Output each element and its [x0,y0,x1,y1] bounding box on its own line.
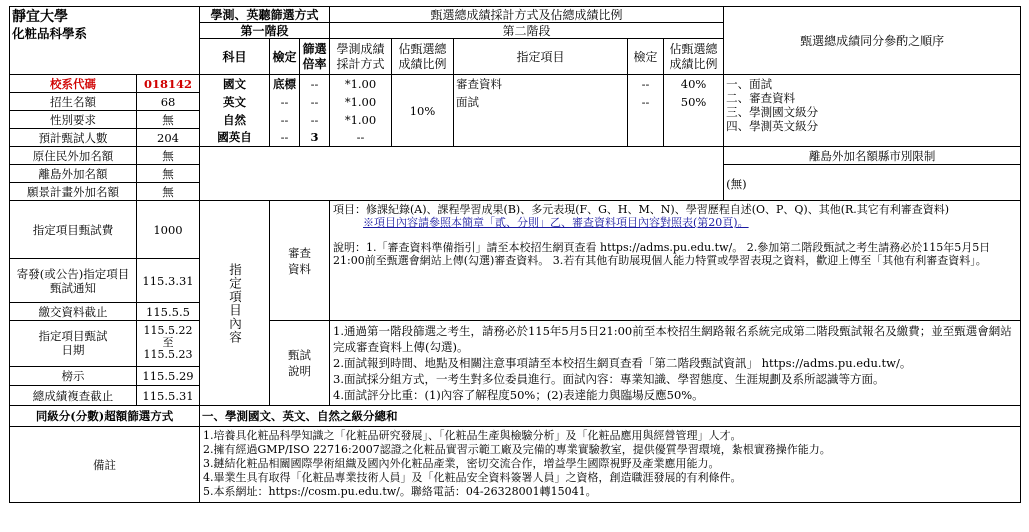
review-note-link[interactable]: ※項目內容請參照本簡章「貳、分則」乙、審查資料項目內容對照表(第20頁)。 [363,216,749,229]
subject-calc: *1.00 [330,75,392,93]
list-value: 115.5.29 [137,366,200,386]
notice-label: 寄發(或公告)指定項目甄試通知 [10,259,137,303]
info-label: 性別要求 [10,111,137,129]
remark-line: 3.鏈結化粧品相關國際學術組織及國內外化粧品產業，密切交流合作，增益學生國際視野及產業應用能力。 [203,457,720,470]
remarks-content [200,427,1021,503]
stage1-header: 第一階段 [200,23,330,39]
admission-table-page [9,6,1020,503]
review-desc: 說明：1.「審查資料準備指引」請至本校招生網頁查看 https://adms.pu.edu.tw/。 2.參加第二階段甄試之考生請務必於115年5月5日21:00前至甄選會網站上傳(勾選)審查資料。 3.若有其他有助展現個人能力特質或學習表現之資料，歡迎上傳至「其他有利審查資料」。 [333,241,991,267]
info-value: 無 [137,183,200,201]
review-title: 審查資料 [270,201,330,321]
subject-calc: *1.00 [330,111,392,129]
interview-content [330,321,1021,406]
item-name: 審查資料 [454,75,628,93]
item-check: -- [628,93,664,111]
tie-order-cell [724,75,1021,147]
date-label: 指定項目甄試日期 [10,321,137,367]
stage2-header: 第二階段 [330,23,724,39]
fee-label: 指定項目甄試費 [10,201,137,259]
ratio2-header: 佔甄選總成績比例 [664,39,724,75]
tie-screen-value: 一、學測國文、英文、自然之級分總和 [200,406,1021,427]
stage-blank-area [200,147,724,201]
stage1-method-header: 學測、英聽篩選方式 [200,7,330,23]
subject-calc: -- [330,129,392,147]
tie-order-item: 一、面試 [726,77,773,91]
subject-name: 國文 [200,75,270,93]
date-to: 115.5.23 [143,348,193,362]
item-empty [664,111,724,147]
review-content [330,201,1021,321]
subject-check: -- [270,111,300,129]
remark-line: 4.畢業生具有取得「化粧品專業技術人員」及「化粧品安全資料簽署人員」之資格，創造職涯發展的有利條件。 [203,471,742,484]
remarks-label: 備註 [10,427,200,503]
school-name: 靜宜大學 [12,9,68,25]
review-deadline-value: 115.5.31 [137,386,200,406]
island-limit-value: (無) [724,165,1021,201]
item-empty [628,111,664,147]
ratio-header: 佔甄選總成績比例 [392,39,454,75]
item-empty [454,111,628,147]
admission-table [9,6,1021,503]
info-label: 願景計畫外加名額 [10,183,137,201]
exam-ratio: 10% [392,75,454,147]
tie-screen-label: 同級分(分數)超額篩選方式 [10,406,200,427]
notice-value: 115.3.31 [137,259,200,303]
subject-calc: *1.00 [330,93,392,111]
subject-name: 國英自 [200,129,270,147]
subject-check: -- [270,93,300,111]
info-value: 無 [137,147,200,165]
remark-line: 2.擁有經過GMP/ISO 22716:2007認證之化粧品實習示範工廠及完備的專業實驗教室，提供優質學習環境，紮根實務操作能力。 [203,443,831,456]
item-check: -- [628,75,664,93]
remark-line: 5.本系網址：https://cosm.pu.edu.tw/。聯絡電話：04-26328001轉15041。 [203,485,597,498]
review-items: 項目：修課紀錄(A)、課程學習成果(B)、多元表現(F、G、H、M、N)、學習歷程自述(O、P、Q)、其他(R.其它有利審查資料) [333,203,950,216]
subject-name: 自然 [200,111,270,129]
tie-order-item: 二、審查資料 [726,91,796,105]
designated-vertical-cell [200,201,270,406]
island-limit-title: 離島外加名額縣市別限制 [724,147,1021,165]
fee-value: 1000 [137,201,200,259]
item-ratio: 50% [664,93,724,111]
subject-header: 科目 [200,39,270,75]
date-from: 115.5.22 [143,324,193,338]
interview-line: 1.通過第一階段篩選之考生，請務必於115年5月5日21:00前至本校招生網路報名系統完成第二階段甄試報名及繳費；並至甄選會網站完成審查資料上傳(勾選)。 [333,324,1012,354]
subject-mult: 3 [300,129,330,147]
school-header-cell [10,7,200,75]
designated-vertical-label: 指定項目內容 [227,262,243,344]
info-label: 招生名額 [10,93,137,111]
interview-line: 3.面試採分組方式，一考生對多位委員進行。面試內容：專業知識、學習態度、生涯規劃及系所認識等方面。 [333,372,885,386]
subject-mult: -- [300,111,330,129]
review-deadline-label: 總成績複查截止 [10,386,137,406]
subject-name: 英文 [200,93,270,111]
info-value: 無 [137,111,200,129]
screen-mult-header: 篩選倍率 [300,39,330,75]
tie-order-item: 三、學測國文級分 [726,105,819,119]
item-ratio: 40% [664,75,724,93]
calc-method-header: 學測成績採計方式 [330,39,392,75]
interview-line: 4.面試評分比重：(1)內容了解程度50%；(2)表達能力與臨場反應50%。 [333,388,704,402]
info-label: 預計甄試人數 [10,129,137,147]
date-to-mark: 至 [162,336,174,350]
info-value: 204 [137,129,200,147]
check-header: 檢定 [270,39,300,75]
subject-check: -- [270,129,300,147]
tie-break-header: 甄選總成績同分參酌之順序 [724,7,1021,75]
stage2-method-header: 甄選總成績採計方式及佔總成績比例 [330,7,724,23]
info-label: 原住民外加名額 [10,147,137,165]
interview-line: 2.面試報到時間、地點及相關注意事項請至本校招生網頁查看「第二階段甄試資訊」 https://adms.pu.edu.tw/。 [333,356,912,370]
check2-header: 檢定 [628,39,664,75]
deadline-label: 繳交資料截止 [10,303,137,321]
dept-name: 化粧品科學系 [12,26,88,41]
info-value: 68 [137,93,200,111]
info-label-code: 校系代碼 [10,75,137,93]
info-value: 無 [137,165,200,183]
info-value-code: 018142 [137,75,200,93]
subject-check: 底標 [270,75,300,93]
subject-mult: -- [300,75,330,93]
deadline-value: 115.5.5 [137,303,200,321]
item-header: 指定項目 [454,39,628,75]
list-label: 榜示 [10,366,137,386]
item-name: 面試 [454,93,628,111]
tie-order-item: 四、學測英文級分 [726,119,819,133]
remark-line: 1.培養具化粧品科學知識之「化粧品研究發展」、「化粧品生產與檢驗分析」及「化粧品應用與經營管理」人才。 [203,429,742,442]
subject-mult: -- [300,93,330,111]
date-value [137,321,200,367]
info-label: 離島外加名額 [10,165,137,183]
interview-title: 甄試說明 [270,321,330,406]
